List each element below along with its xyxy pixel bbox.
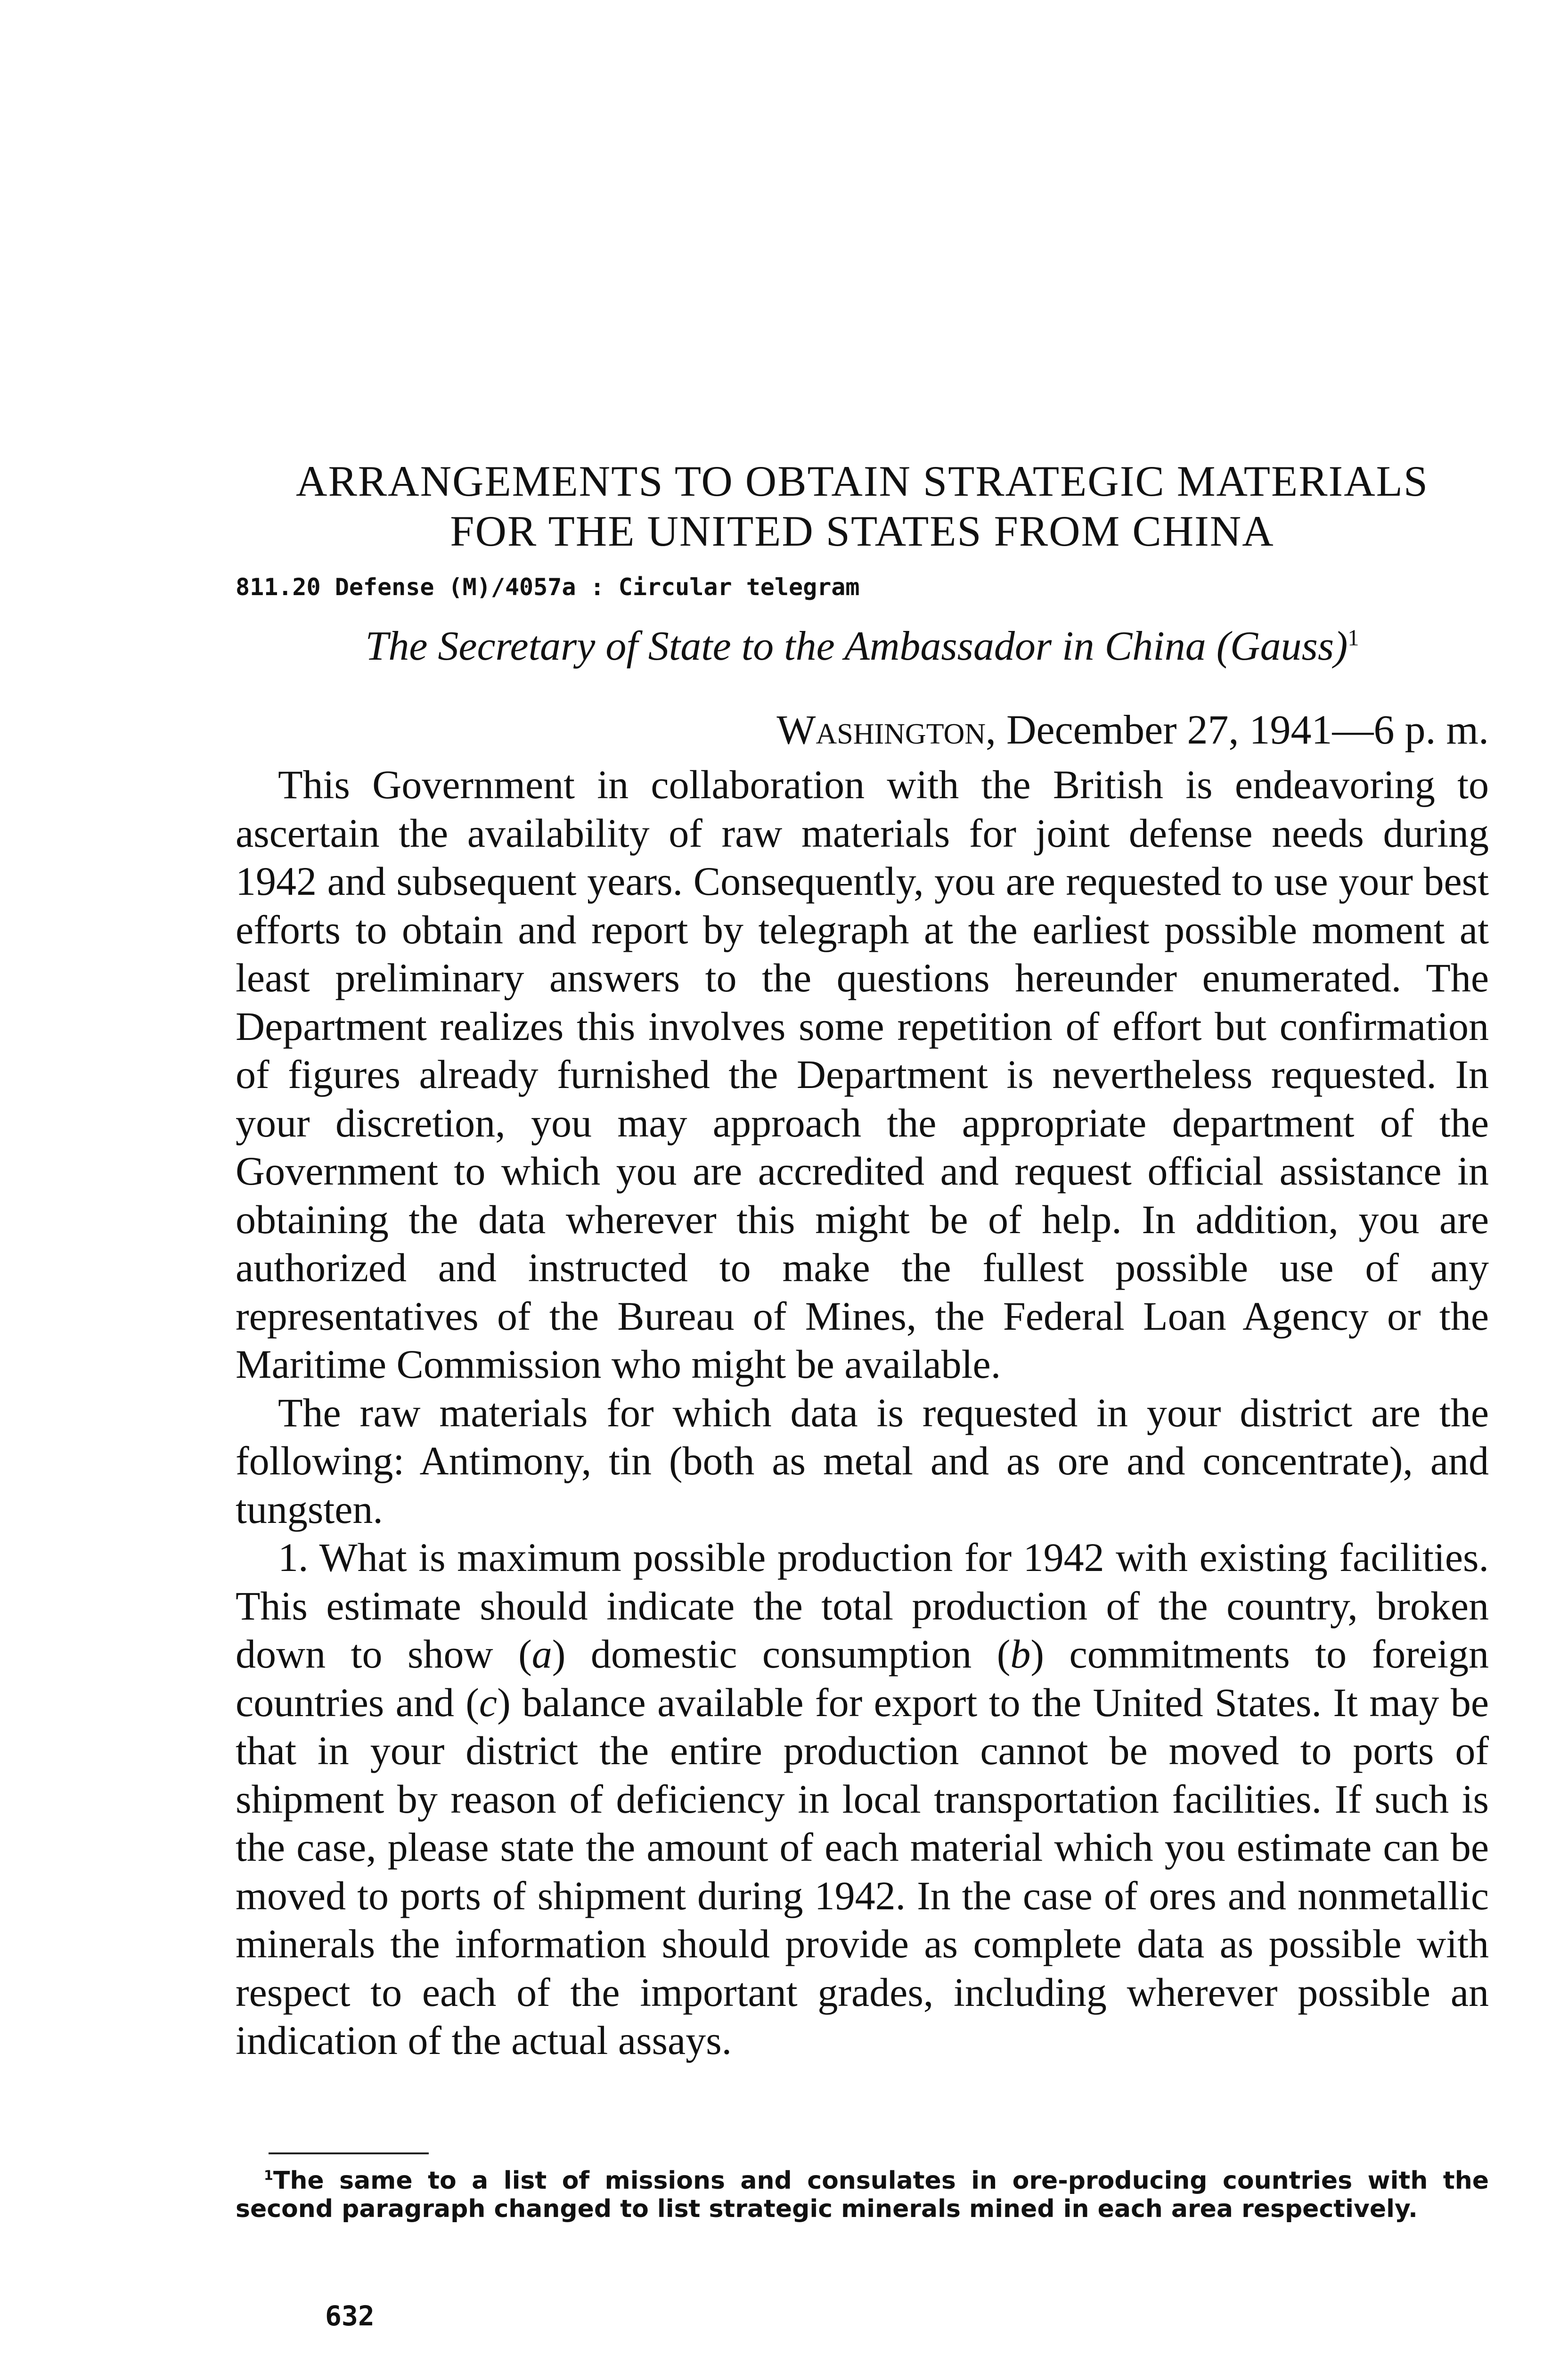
footnote-paragraph [236, 2167, 1489, 2223]
footnote [236, 2167, 1489, 2223]
p3-item-a: a [531, 1631, 552, 1677]
p3-text-a: 1. What is maximum possible production for 1942 with existing facilities. This estimate should indicate the total production of the country, broken down to show ( [236, 1535, 1489, 1677]
page-number: 632 [325, 2300, 375, 2332]
p3-text-g: ) balance available for export to the United States. It may be that in your district the entire production cannot be moved to ports of shipment by reason of deficiency in local transportation facilities. If such is the case, please state the amount of each material which you estimate can be moved to ports of shipment during 1942. In the case of ores and nonmetallic minerals the information should provide as complete data as possible with respect to each of the important grades, including wherever possible an indication of the actual assays. [236, 1679, 1489, 2063]
telegram-body [236, 761, 1489, 2065]
p3-text-c: ) domestic consumption ( [552, 1631, 1011, 1677]
dateline-time: , December 27, 1941—6 p. m. [986, 707, 1489, 753]
heading-text: The Secretary of State to the Ambassador in China (Gauss) [365, 623, 1348, 669]
dateline-place: Washington [776, 707, 986, 753]
body-paragraph-2: The raw materials for which data is requested in your district are the following: Antimony, tin (both as metal and as ore and concentrate), and tungsten. [236, 1390, 1489, 1532]
p3-item-b: b [1010, 1631, 1031, 1677]
body-paragraph-1: This Government in collaboration with the British is endeavoring to ascertain the availability of raw materials for joint defense needs during 1942 and subsequent years. Consequently, you are requested to use your best efforts to obtain and report by telegraph at the earliest possible moment at least preliminary answers to the questions hereunder enumerated. The Department realizes this involves some repetition of effort but confirmation of figures already furnished the Department is nevertheless requested. In your discretion, you may approach the appropriate department of the Government to which you are accredited and request official assistance in obtaining the data wherever this might be of help. In addition, you are authorized and instructed to make the fullest possible use of any representatives of the Bureau of Mines, the Federal Loan Agency or the Maritime Commission who might be available. [236, 762, 1489, 1387]
title-line-1: ARRANGEMENTS TO OBTAIN STRATEGIC MATERIALS [296, 457, 1429, 505]
document-heading [236, 623, 1489, 670]
dateline [236, 707, 1489, 754]
footnote-marker: 1 [264, 2167, 273, 2184]
footnote-divider [269, 2152, 429, 2154]
heading-footnote-marker: 1 [1348, 625, 1359, 651]
file-reference: 811.20 Defense (M)/4057a : Circular telegram [236, 573, 860, 601]
body-paragraph-3 [236, 1533, 1489, 2065]
footnote-text: The same to a list of missions and consulates in ore-producing countries with the second paragraph changed to list strategic minerals mined in each area respectively. [236, 2167, 1489, 2223]
title-line-2: FOR THE UNITED STATES FROM CHINA [450, 507, 1274, 555]
page-title [236, 456, 1489, 556]
p3-item-c: c [479, 1679, 498, 1725]
p3-text-e: ) commitments to foreign countries and ( [236, 1631, 1489, 1725]
